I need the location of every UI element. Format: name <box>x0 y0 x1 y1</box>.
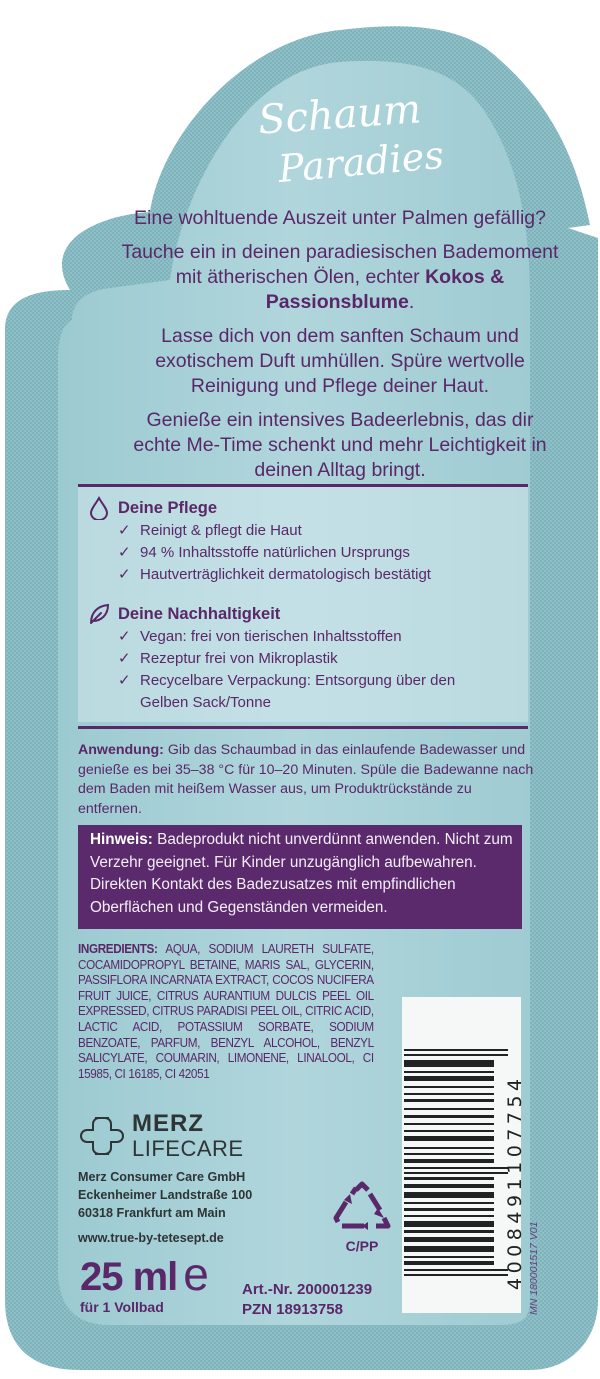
pzn-number: PZN 18913758 <box>242 1301 343 1318</box>
check-icon: ✓ <box>118 522 131 539</box>
merz-lifecare-logo <box>78 1112 244 1160</box>
intro-text <box>120 206 560 492</box>
check-icon: ✓ <box>118 628 131 645</box>
divider-bottom <box>78 726 528 729</box>
intro-p2-end: . <box>408 291 415 313</box>
list-item: ✓ Recycelbare Verpackung: Entsorgung über den Gelben Sack/Tonne <box>118 670 538 714</box>
intro-paragraph-3: Lasse dich von dem sanften Schaum und exotischem Duft umhüllen. Spüre wertvolle Reinigung und Pflege deiner Haut. <box>155 325 525 397</box>
check-icon: ✓ <box>118 650 131 667</box>
barcode-number: 4008491107754 <box>504 1074 526 1290</box>
ingredients-text: AQUA, SODIUM LAURETH SULFATE, COCAMIDOPROPYL BETAINE, MARIS SAL, GLYCERIN, PASSIFLORA INCARNATA EXTRACT, COCOS NUCIFERA FRUIT JUICE, CITRUS AURANTIUM DULCIS PEEL OIL EXPRESSED, CITRUS PARADISI PEEL OIL, CITRIC ACID, LACTIC ACID, POTASSIUM SORBATE, SODIUM BENZOATE, PARFUM, BENZYL ALCOHOL, BENZYL SALICYLATE, COUMARIN, LIMONENE, LINALOOL, CI 15985, CI 16185, CI 42051 <box>78 942 374 1081</box>
intro-paragraph-2 <box>120 240 560 315</box>
sustainability-heading <box>88 602 280 626</box>
article-number: Art.-Nr. 200001239 <box>242 1281 373 1298</box>
company-name: Merz Consumer Care GmbH <box>78 1170 246 1184</box>
title-line-2: Paradies <box>276 132 446 192</box>
list-item: ✓ Hautverträglichkeit dermatologisch bestätigt <box>118 564 538 586</box>
check-icon: ✓ <box>118 672 131 689</box>
care-heading <box>88 496 217 520</box>
care-heading-label: Deine Pflege <box>118 498 218 517</box>
intro-paragraph-4: Genieße ein intensives Badeerlebnis, das dir echte Me-Time schenkt und mehr Leichtigkeit in deinen Alltag bringt. <box>133 409 547 481</box>
sustainability-heading-label: Deine Nachhaltigkeit <box>118 604 281 623</box>
list-item: ✓ Reinigt & pflegt die Haut <box>118 520 538 542</box>
check-icon: ✓ <box>118 544 131 561</box>
volume-info <box>80 1248 208 1315</box>
recycle-triangle-icon <box>332 1180 392 1236</box>
merz-cross-icon <box>78 1114 126 1158</box>
estimated-sign-icon: e <box>183 1248 208 1300</box>
logo-text-lifecare: LIFECARE <box>132 1136 244 1161</box>
warning-text: Badeprodukt nicht unverdünnt anwenden. Nicht zum Verzehr geeignet. Für Kinder unzugänglich aufbewahren. Direkten Kontakt des Badezusatzes mit empfindlichen Oberflächen und Gegenständen vermeiden. <box>90 831 513 916</box>
manufacturing-code: MN 180001517 V01 <box>528 1221 540 1315</box>
ingredients-list <box>78 942 374 1082</box>
website-link[interactable]: www.true-by-tetesept.de <box>78 1231 224 1245</box>
volume-amount: 25 ml <box>80 1255 178 1299</box>
recycling-code: C/PP <box>345 1238 379 1254</box>
intro-p2-highlight: Kokos & Passionsblume <box>265 266 505 313</box>
manufacturer-address <box>78 1168 252 1222</box>
leaf-icon <box>88 602 110 626</box>
recycling-symbol <box>332 1180 392 1254</box>
list-item: ✓ 94 % Inhaltsstoffe natürlichen Ursprungs <box>118 542 538 564</box>
ingredients-label: INGREDIENTS: <box>78 942 158 956</box>
title-line-1: Schaum <box>256 86 423 144</box>
intro-p2-text: Tauche ein in deinen paradiesischen Bademoment mit ätherischen Ölen, echter <box>121 241 559 288</box>
list-item: ✓ Vegan: frei von tierischen Inhaltsstoffen <box>118 626 538 648</box>
warning-label: Hinweis: <box>90 831 153 848</box>
usage-instructions <box>78 741 538 819</box>
sustainability-list <box>118 626 538 714</box>
company-street: Eckenheimer Landstraße 100 <box>78 1188 253 1202</box>
check-icon: ✓ <box>118 566 131 583</box>
usage-text: Gib das Schaumbad in das einlaufende Badewasser und genieße es bei 35–38 °C für 10–20 Minuten. Spüle die Badewanne nach dem Baden mit heißem Wasser aus, um Produktrückstände zu entfernen. <box>78 742 534 817</box>
water-drop-icon <box>88 496 110 520</box>
volume-subtitle: für 1 Vollbad <box>80 1299 164 1315</box>
warning-box <box>78 825 522 929</box>
usage-label: Anwendung: <box>78 742 164 758</box>
intro-question: Eine wohltuende Auszeit unter Palmen gefällig? <box>134 207 546 229</box>
list-item: ✓ Rezeptur frei von Mikroplastik <box>118 648 538 670</box>
care-list <box>118 520 538 586</box>
logo-text-merz: MERZ <box>132 1110 204 1137</box>
company-city: 60318 Frankfurt am Main <box>78 1206 226 1220</box>
article-numbers <box>242 1280 372 1320</box>
